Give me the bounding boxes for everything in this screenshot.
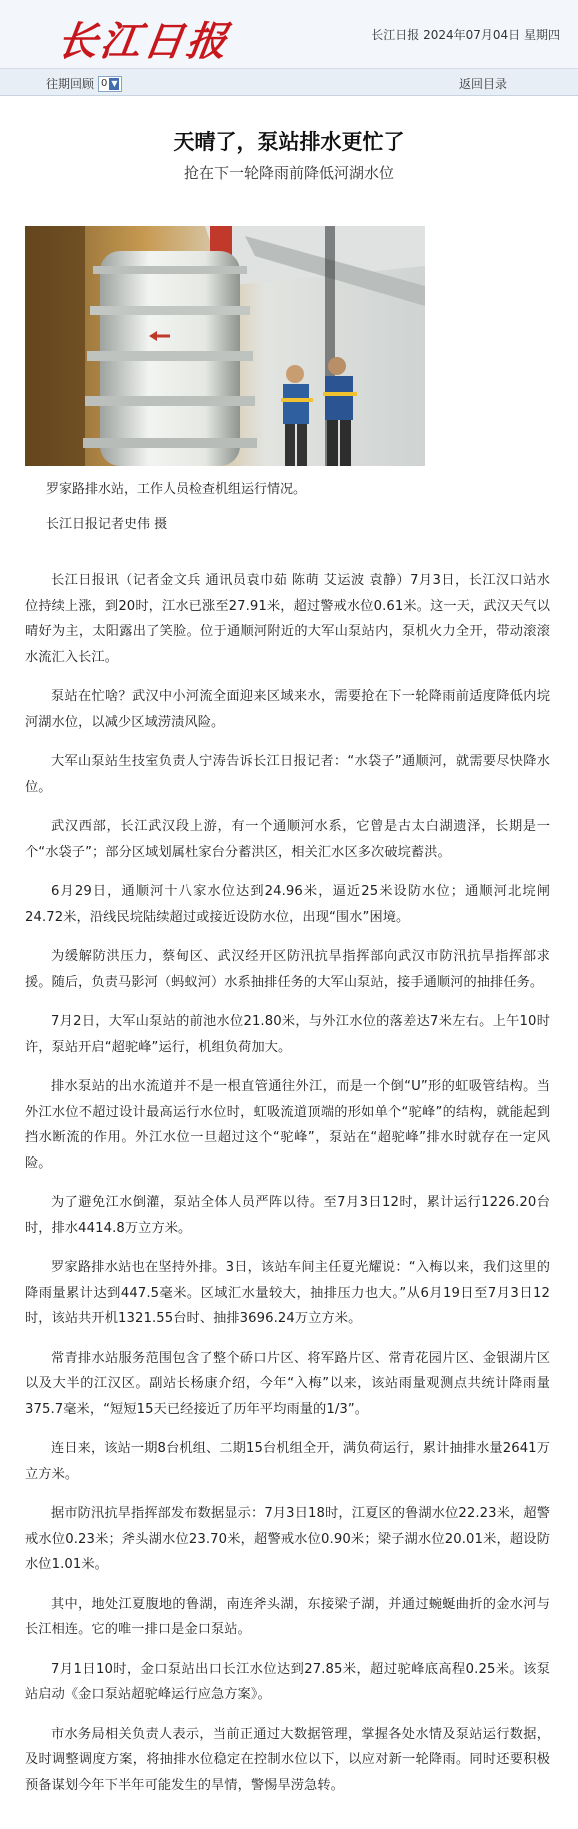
pump-station-photo: [25, 226, 425, 466]
article-paragraph: 据市防汛抗旱指挥部发布数据显示：7月3日18时，江夏区的鲁湖水位22.23米，超警戒水位0.23米；斧头湖水位23.70米，超警戒水位0.90米；梁子湖水位20.01米，超设防水位1.01米。: [25, 1506, 550, 1572]
article-paragraph: 排水泵站的出水流道并不是一根直管通往外江，而是一个倒“U”形的虹吸管结构。当外江水位不超过设计最高运行水位时，虹吸流道顶端的形如单个“驼峰”的结构，就能起到挡水断流的作用。外江水位一旦超过这个“驼峰”，泵站在“超驼峰”排水时就存在一定风险。: [25, 1079, 550, 1171]
article-paragraph: 6月29日，通顺河十八家水位达到24.96米，逼近25米设防水位；通顺河北垸闸24.72米，沿线民垸陆续超过或接近设防水位，出现“围水”困境。: [25, 884, 550, 925]
photo-caption: 罗家路排水站，工作人员检查机组运行情况。: [46, 482, 307, 497]
issue-select[interactable]: [98, 76, 122, 92]
article-photo: [25, 226, 425, 466]
back-issues-label[interactable]: 往期回顾: [46, 77, 95, 91]
article-paragraph: 7月1日10时，金口泵站出口长江水位达到27.85米，超过驼峰底高程0.25米。该泵站启动《金口泵站超驼峰运行应急方案》。: [25, 1661, 550, 1702]
article-paragraph: 其中，地处江夏腹地的鲁湖，南连斧头湖，东接梁子湖，并通过蜿蜒曲折的金水河与长江相连。它的唯一排口是金口泵站。: [25, 1596, 550, 1637]
article-paragraph: 罗家路排水站也在坚持外排。3日，该站车间主任夏光耀说：“入梅以来，我们这里的降雨量累计达到447.5毫米。区域汇水量较大，抽排压力也大。”从6月19日至7月3日12时，该站共开机1321.55台时、抽排3696.24万立方米。: [25, 1260, 550, 1326]
article-paragraph: 连日来，该站一期8台机组、二期15台机组全开，满负荷运行，累计抽排水量2641万立方米。: [25, 1441, 550, 1482]
article-body: [25, 568, 550, 1812]
newspaper-logo[interactable]: 长江日报: [54, 18, 233, 65]
article-subhead: 抢在下一轮降雨前降低河湖水位: [183, 164, 394, 182]
return-toc-link[interactable]: 返回目录: [459, 77, 508, 91]
article-paragraph: 长江日报讯（记者金文兵 通讯员袁巾茹 陈萌 艾运波 袁静）7月3日，长江汉口站水位持续上涨，到20时，江水已涨至27.91米，超过警戒水位0.61米。这一天，武汉天气以晴好为主，太阳露出了笑脸。位于通顺河附近的大军山泵站内，泵机火力全开，带动滚滚水流汇入长江。: [25, 573, 550, 665]
back-issues-control: [46, 75, 122, 92]
article-paragraph: 常青排水站服务范围包含了整个硚口片区、将军路片区、常青花园片区、金银湖片区以及大半的江汉区。副站长杨康介绍，今年“入梅”以来，该站雨量观测点共统计降雨量375.7毫米，“短短15天已经接近了历年平均雨量的1/3”。: [25, 1350, 550, 1417]
chevron-down-icon[interactable]: ▼: [111, 78, 118, 88]
nav-bar: [0, 69, 578, 96]
article-paragraph: 武汉西部，长江武汉段上游，有一个通顺河水系，它曾是古太白湖遗泽，长期是一个“水袋子”；部分区域划属杜家台分蓄洪区，相关汇水区多次破垸蓄洪。: [25, 819, 550, 860]
issue-select-value: 0: [101, 78, 108, 89]
article-paragraph: 大军山泵站生技室负责人宁涛告诉长江日报记者：“水袋子”通顺河，就需要尽快降水位。: [25, 754, 550, 795]
article-paragraph: 市水务局相关负责人表示，当前正通过大数据管理，掌握各处水情及泵站运行数据，及时调整调度方案，将抽排水位稳定在控制水位以下，以应对新一轮降雨。同时还要积极预备谋划今年下半年可能发生的旱情，警惕旱涝急转。: [25, 1726, 550, 1793]
issue-dateline: 长江日报 2024年07月04日 星期四: [371, 28, 560, 42]
article-headline: 天晴了，泵站排水更忙了: [173, 130, 405, 154]
masthead: [0, 0, 578, 69]
article-paragraph: 为缓解防洪压力，蔡甸区、武汉经开区防汛抗旱指挥部向武汉市防汛抗旱指挥部求援。随后，负责马影河（蚂蚁河）水系抽排任务的大军山泵站，接手通顺河的抽排任务。: [25, 949, 550, 990]
article-paragraph: 7月2日，大军山泵站的前池水位21.80米，与外江水位的落差达7米左右。上午10时许，泵站开启“超驼峰”运行，机组负荷加大。: [25, 1014, 550, 1055]
article-paragraph: 为了避免江水倒灌，泵站全体人员严阵以待。至7月3日12时，累计运行1226.20台时，排水4414.8万立方米。: [25, 1195, 550, 1236]
article-paragraph: 泵站在忙啥？武汉中小河流全面迎来区域来水，需要抢在下一轮降雨前适度降低内垸河湖水位，以减少区域涝渍风险。: [25, 689, 550, 730]
photo-credit: 长江日报记者史伟 摄: [46, 517, 168, 532]
